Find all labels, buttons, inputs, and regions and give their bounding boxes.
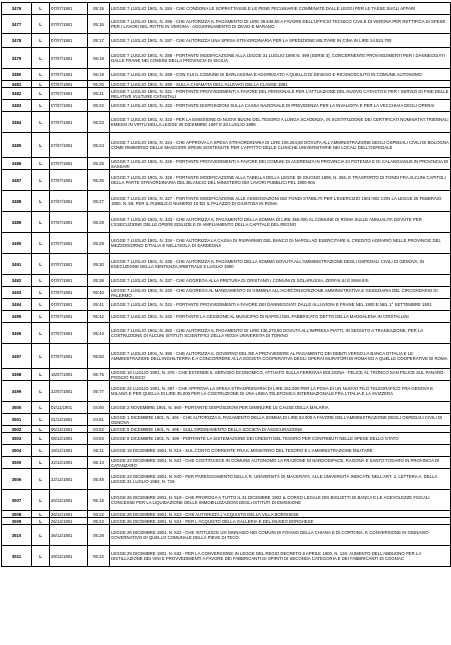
record-date: 19/12/1901	[50, 445, 88, 457]
table-row	[2, 323, 451, 344]
record-type: L	[32, 546, 50, 567]
record-description: LEGGE 26 DICEMBRE 1901, N. 522 - CHE ISTITUISCE UN GINNASIO NEI COMUNI DI FOIANO DELLA CHIANA E DI CORTONA, E CONVERSIONE IN GINNASIO GOVERNATIVO DI QUELLO COMUNALE DELLA PIEVE DI TECO	[110, 525, 451, 546]
record-description: LEGGE 29 DICEMBRE 1901, N. 532 - PER LA CONVERSIONE IN LEGGE DEL REGIO DECRETO 8 APRILE 1900, N. 126: AUMENTO DELL'ABBUONO PER LA DISTILLAZIONE DEI VINI E PROVVEDIMENTI A FAVORE DEI FABBRICANTI DI SPIRITI DI SECONDA CATEGORIA E DEI FABBRICANTI DI COGNAC	[110, 546, 451, 567]
record-type: L	[32, 170, 50, 191]
record-code: 05:50	[88, 344, 110, 369]
record-type: L	[32, 426, 50, 433]
record-number: 3499	[2, 381, 32, 402]
record-code: 05:17	[88, 34, 110, 48]
record-code: 05:43	[88, 323, 110, 344]
record-date: 07/07/1901	[50, 15, 88, 34]
record-description: LEGGE 19 DICEMBRE 1901, N. 514 - SUL CONTO CORRENTE FRA IL MINISTERO DEL TESORO E L'AMMINISTRAZIONE MILITARE	[110, 445, 451, 457]
record-number: 3492	[2, 275, 32, 287]
record-type: L	[32, 81, 50, 88]
table-row	[2, 34, 451, 48]
record-number: 3483	[2, 100, 32, 112]
record-number: 3507	[2, 490, 32, 511]
record-description: LEGGE 8 DICEMBRE 1901, N. 499 - PORTANTE LA SISTEMAZIONE DEI CREDITI DEL TESORO PER CONTRIBUTI NELLE SPESE DELLO STATO	[110, 433, 451, 445]
record-type: L	[32, 133, 50, 158]
record-number: 3484	[2, 112, 32, 133]
table-row	[2, 445, 451, 457]
record-description: LEGGE 7 LUGLIO 1901, N. 333 - CHE AUTORIZZA IL PAGAMENTO DELLA SOMMA DI LIRE 350.000 AL COMUNE DI ROMA SULLE ANNUALITA DOVUTE PER L'ESECUZIONE DELLE OPERE EDILIZIE E DI AMPLIAMENTO DELLA CAPITALE DEL REGNO	[110, 212, 451, 233]
record-number: 3511	[2, 546, 32, 567]
record-description: LEGGE 26 DICEMBRE 1901, N. 524 - PER L'ACQUISTO DELLA GALLERIA E DEL MUSEO BORGHESE	[110, 518, 451, 525]
record-date: 26/12/1901	[50, 518, 88, 525]
table-row	[2, 233, 451, 254]
record-number: 3494	[2, 299, 32, 311]
table-row	[2, 518, 451, 525]
record-code: 05:23	[88, 518, 110, 525]
record-type: L	[32, 158, 50, 170]
record-date: 22/07/1901	[50, 381, 88, 402]
table-row	[2, 100, 451, 112]
record-type: L	[32, 100, 50, 112]
record-date: 26/12/1901	[50, 525, 88, 546]
record-date: 07/07/1901	[50, 191, 88, 212]
record-type: L	[32, 323, 50, 344]
table-row	[2, 69, 451, 81]
record-code: 05:42	[88, 311, 110, 323]
record-code: 04:60	[88, 402, 110, 414]
record-number: 3508	[2, 511, 32, 518]
record-description: LEGGE 7 LUGLIO 1901, N. 324 - CHE APPROVA LA SPESA STRAORDINARIA DI LIRE 106.264,60 DOVUTA ALL'AMMINISTRAZIONE DEGLI OSPEDALI CIVILI DI BOLOGNA COME RIMBORSO DELLE MAGGIORI SPESE SOSTENUTE PER L'AFFITTO DELLE CLINICHE UNIVERSITARIE NEI LOCALI DELL'OSPEDALE	[110, 133, 451, 158]
record-number: 3476	[2, 3, 32, 15]
record-type: L	[32, 402, 50, 414]
table-row	[2, 48, 451, 69]
record-number: 3477	[2, 15, 32, 34]
record-number: 3509	[2, 518, 32, 525]
record-number: 3479	[2, 48, 32, 69]
record-description: LEGGE 7 LUGLIO 1901, N. 289 - CON CUI IL COMUNE DI BARLASSINA E AGGREGATO A QUELLO DI SEVESO E RICONOSCIUTO IN COMUNE AUTONOMO	[110, 69, 451, 81]
record-number: 3481	[2, 81, 32, 88]
table-row	[2, 15, 451, 34]
record-date: 07/07/1901	[50, 3, 88, 15]
table-row	[2, 133, 451, 158]
record-date: 22/12/1901	[50, 469, 88, 490]
record-number: 3497	[2, 344, 32, 369]
record-description: LEGGE 7 LUGLIO 1901, N. 390 - CHE AUTORIZZA IL GOVERNO DEL RE A PROVVEDERE AL PAGAMENTO DEI DEBITI VERSO LA BANCA D'ITALIA E LE AMMINISTRAZIONI DELL'INGHILTERRA E A CONCORRERE ALLA SOCIETA COOPERATIVA DEGLI OPERAI MURATORI DI ROMA ED A QUELLE COOPERATIVE DI ROMA	[110, 344, 451, 369]
record-code: 05:23	[88, 112, 110, 133]
legislation-register-table	[1, 2, 451, 567]
record-date: 01/12/1901	[50, 414, 88, 426]
record-date: 16/07/1901	[50, 369, 88, 381]
record-date: 07/07/1901	[50, 254, 88, 275]
table-row	[2, 81, 451, 88]
record-number: 3495	[2, 311, 32, 323]
record-date: 07/07/1901	[50, 112, 88, 133]
record-date: 22/12/1901	[50, 457, 88, 469]
record-description: LEGGE 22 DICEMBRE 1901, N. 540 - PER PAREGGIAMENTO DELLA R. UNIVERSITÀ DI MACERATA, ALLE UNIVERSITÀ INDICATE NELL'ART. 2, LETTERA A, DELLA LEGGE 31 LUGLIO 1862, N. 719	[110, 469, 451, 490]
record-code: 05:75	[88, 369, 110, 381]
record-number: 3506	[2, 469, 32, 490]
record-description: LEGGE 5 DICEMBRE 1901, N. 495 - SULL'ORDINAMENTO DELLA SOCIETA DI ASSICURAZIONE	[110, 426, 451, 433]
record-type: L	[32, 112, 50, 133]
record-date: 07/07/1901	[50, 69, 88, 81]
record-date: 07/07/1901	[50, 81, 88, 88]
record-code: 05:22	[88, 546, 110, 567]
record-description: LEGGE 7 LUGLIO 1901, N. 323 - PER LA EMISSIONE DI NUOVI BUONI DEL TESORO A LUNGA SCADENZA, IN SOSTITUZIONE DEI CERTIFICATI NOMINATIVI TRIENNALI EMESSI IN VIRTU DELLA LEGGE 30 DICEMBRE 1897 E 20 LUGLIO 1898	[110, 112, 451, 133]
record-number: 3505	[2, 457, 32, 469]
record-type: L	[32, 433, 50, 445]
record-code: 05:28	[88, 525, 110, 546]
table-row	[2, 170, 451, 191]
record-type: L	[32, 414, 50, 426]
record-code: 05:25	[88, 158, 110, 170]
record-description: LEGGE 7 LUGLIO 1901, N. 321 - PORTANTE PROVVEDIMENTI A FAVORE DEL PERSONALE PER L'ATTUAZIONE DEL NUOVO CATASTO E PER I SERVIZI DI FINE DELLE RELATIVE VULTURE CATASTALI	[111, 88, 449, 99]
record-number: 3487	[2, 170, 32, 191]
record-date: 07/07/1901	[50, 311, 88, 323]
record-type: L	[32, 212, 50, 233]
record-code: 05:15	[88, 3, 110, 15]
record-code: 04:61	[88, 414, 110, 426]
table-row	[2, 287, 451, 299]
record-date: 07/07/1901	[50, 299, 88, 311]
record-description: LEGGE 7 LUGLIO 1901, N. 284 - CHE CONDONA LE SOPRATTASSE E LE PENE PECUNIARIE COMMINATE DALLE LEGGI PER LE TASSE SUGLI AFFARI	[110, 3, 451, 15]
record-number: 3488	[2, 191, 32, 212]
record-type: L	[32, 275, 50, 287]
table-row	[2, 381, 451, 402]
record-date: 07/07/1901	[50, 287, 88, 299]
record-description: LEGGE 7 LUGLIO 1901, N. 290 - SULLA CHIAMATA DELL'ALLEVATI DELLA CLASSE 1881	[110, 81, 451, 88]
record-description: LEGGE 7 LUGLIO 1901, N. 286 - CHE AUTORIZZA IL PAGAMENTO DI LIRE 39.548,50 A FAVORE DELL'UFFICIO TECNICO CIVILE DI VERONA PER RETTIFICA DI SPESE PER I LAVORI NEL ROTTE IN VERONA - AGGIORNAMENTO DI ZEVIO E MARANO	[110, 15, 451, 34]
record-date: 07/07/1901	[50, 275, 88, 287]
record-type: L	[32, 299, 50, 311]
record-date: 26/12/1901	[50, 490, 88, 511]
record-number: 3502	[2, 426, 32, 433]
record-date: 07/07/1901	[50, 170, 88, 191]
record-code: 05:16	[88, 490, 110, 511]
record-description: LEGGE 26 DICEMBRE 1901, N. 518 - CHE PROROGA A TUTTO IL 31 DICEMBRE 1902 IL CORSO LEGALE DEI BIGLIETTI DI BANCA E LE AGEVOLEZZE FISCALI CONCESSE PER LA LIQUIDAZIONE DELLE IMMOBILIZZAZIONI DEGLI ISTITUTI DI EMISSIONE	[110, 490, 451, 511]
table-row	[2, 433, 451, 445]
record-date: 07/07/1901	[50, 100, 88, 112]
record-type: L	[32, 369, 50, 381]
record-code: 05:13	[88, 457, 110, 469]
table-row	[2, 457, 451, 469]
table-row	[2, 469, 451, 490]
record-code: 05:26	[88, 170, 110, 191]
record-type: L	[32, 88, 50, 100]
record-code: 05:22	[88, 100, 110, 112]
record-date: 07/07/1901	[50, 48, 88, 69]
record-date: 07/07/1901	[50, 212, 88, 233]
record-code: 05:41	[88, 299, 110, 311]
record-code: 05:18	[88, 48, 110, 69]
table-row	[2, 311, 451, 323]
record-number: 3489	[2, 212, 32, 233]
record-description: LEGGE 7 LUGLIO 1901, N. 334 - CHE AUTORIZZA LA CASSA DI RISPARMIO DEL BANCO DI NAPOLI AD ESERCITARE IL CREDITO AGRARIO NELLE PROVINCIE DEL MEZZOGIORNO D'ITALIA E NELL'ISOLA DI SARDEGNA	[110, 233, 451, 254]
record-type: L	[32, 3, 50, 15]
record-description: LEGGE 7 LUGLIO 1901, N. 337 - CHE AGGREGA ALLA PRETURA DI ORISTANO I COMUNI DI SOLARUSSA, ZERFALIU E SIMAXIS	[110, 275, 451, 287]
table-row	[2, 414, 451, 426]
record-description: LEGGE 7 LUGLIO 1901, N. 326 - PORTANTE MODIFICAZIONE ALLA TABELLA DELLA LEGGE 30 GIUGNO 1896, N. 256, E TRASPORTO DI FONDI FRA ALCUNI CAPITOLI DELLA PARTE STRAORDINARIA DEL BILANCIO DEL MINISTERO DEI LAVORI PUBBLICI PEL 1900-901	[110, 170, 451, 191]
table-row	[2, 426, 451, 433]
record-code: 05:21	[88, 88, 110, 100]
record-number: 3478	[2, 34, 32, 48]
record-code: 05:48	[88, 469, 110, 490]
record-number: 3491	[2, 254, 32, 275]
table-row	[2, 369, 451, 381]
table-row	[2, 299, 451, 311]
record-number: 3480	[2, 69, 32, 81]
record-code: 05:40	[88, 287, 110, 299]
record-description: LEGGE 22 DICEMBRE 1901, N. 521 - CHE COSTITUISCE IN COMUNE AUTONOMO LA FRAZIONE DI NARDODIPACE, RAGONÀ E SANTO TODARO IN PROVINCIA DI CATANZARO	[110, 457, 451, 469]
record-description: LEGGE 1 DICEMBRE 1901, N. 491 - CHE AUTORIZZA IL PAGAMENTO DELLA SOMMA DI LIRE 53.000 A FAVORE DELL'AMMINISTRAZIONE DEGLI OSPEDALI CIVILI DI GENOVA	[110, 414, 451, 426]
record-type: L	[32, 518, 50, 525]
record-description: LEGGE 2 NOVEMBRE 1901, N. 460 - PORTANTE DISPOSIZIONI PER DIMINUIRE LE CAUSE DELLA MALARIA	[110, 402, 451, 414]
record-date: 07/07/1901	[50, 88, 88, 100]
record-type: L	[32, 381, 50, 402]
record-date: 07/07/1901	[50, 344, 88, 369]
register-table-body	[2, 3, 451, 567]
table-row	[2, 344, 451, 369]
record-code: 04:62	[88, 426, 110, 433]
record-date: 05/12/1901	[50, 426, 88, 433]
record-date: 07/07/1901	[50, 158, 88, 170]
record-type: L	[32, 344, 50, 369]
table-row	[2, 112, 451, 133]
table-row	[2, 525, 451, 546]
table-row	[2, 212, 451, 233]
record-description: LEGGE 26 DICEMBRE 1901, N. 523 - CHE AUTORIZZA L'ACQUISTO DELLA VILLA BORGHESE	[110, 511, 451, 518]
record-code: 05:38	[88, 275, 110, 287]
record-number: 3493	[2, 287, 32, 299]
record-description: LEGGE 16 LUGLIO 1901, N. 376 - CHE ESTENDE IL SERVIZIO ECONOMICO, ATTUATO SULLA FERROVIA BOLOGNA - FELICE AL TRONCO SAN FELICE SUL PANARO-POGGIO RUSCO	[110, 369, 451, 381]
record-type: L	[32, 311, 50, 323]
record-number: 3498	[2, 369, 32, 381]
record-date: 08/12/1901	[50, 433, 88, 445]
record-date: 07/07/1901	[50, 133, 88, 158]
record-code: 05:28	[88, 212, 110, 233]
record-number: 3501	[2, 414, 32, 426]
table-row	[2, 275, 451, 287]
record-type: L	[32, 490, 50, 511]
record-code: 05:22	[88, 511, 110, 518]
record-description: LEGGE 7 LUGLIO 1901, N. 342 - PORTANTE LA CESSIONE AL MUNICIPIO DI NAPOLI DEL FABBRICATO DETTO DELLA MADDALENA IN CRISTALLINI	[110, 311, 451, 323]
table-row	[2, 158, 451, 170]
record-number: 3482	[2, 88, 32, 100]
record-number: 3485	[2, 133, 32, 158]
record-date: 07/07/1901	[50, 323, 88, 344]
table-row	[2, 546, 451, 567]
record-number: 3486	[2, 158, 32, 170]
record-number: 3510	[2, 525, 32, 546]
record-description: LEGGE 7 LUGLIO 1901, N. 335 - CHE AUTORIZZA IL PAGAMENTO DELLA SOMMA DOVUTA ALL'AMMINISTRAZIONE DEGLI OSPEDALI CIVILI DI GENOVA, IN ESECUZIONE DELLA SENTENZA ARBITRALE 9 LUGLIO 1900	[110, 254, 451, 275]
table-row	[2, 254, 451, 275]
record-number: 3504	[2, 445, 32, 457]
record-code: 05:24	[88, 133, 110, 158]
record-description: LEGGE 7 LUGLIO 1901, N. 340 - CHE AGGREGA AL MANDAMENTO DI GIMMINA ALL'ACIRCONSCRIZIONE AMMINISTRATIVA E GIUDIZIARIA DEL CIRCONDARIO DI PALERMO	[110, 287, 451, 299]
record-number: 3496	[2, 323, 32, 344]
record-code: 05:19	[88, 69, 110, 81]
record-description: LEGGE 7 LUGLIO 1901, N. 287 - CHE AUTORIZZA UNA SPESA STRAORDINARIA PER LA SPEDIZIONE MILITARE IN CINA IN LIRE 14.524.700	[110, 34, 451, 48]
record-date: 07/07/1901	[50, 34, 88, 48]
table-row	[2, 511, 451, 518]
record-type: L	[32, 469, 50, 490]
record-code: 05:20	[88, 81, 110, 88]
record-type: L	[32, 15, 50, 34]
record-code: 05:30	[88, 254, 110, 275]
table-row	[2, 490, 451, 511]
record-type: L	[32, 287, 50, 299]
record-description: LEGGE 7 LUGLIO 1901, N. 288 - PORTANTE MODIFICAZIONE ALLA LEGGE 31 LUGLIO 1895 N. 499 (SERIE 3), CONCERNENTE PROVVEDIMENTI PER I DANNEGGIATI DALLE FRANE NEI COMUNI DELLA PROVINCIA DI SICILIA	[110, 48, 451, 69]
record-description: LEGGE 7 LUGLIO 1901, N. 382 - CHE AUTORIZZA IL PAGAMENTO DI LIRE 136.276,90 DOVUTA ALL'IMPRESA PIATTI, IN SEGUITO A TRANSAZIONE, PER LA COSTRUZIONE DI ALCUNI ISTITUTI SCIENTIFICI DELLA REGIA UNIVERSITA DI TORINO	[110, 323, 451, 344]
record-type: L	[32, 457, 50, 469]
record-number: 3503	[2, 433, 32, 445]
record-type: L	[32, 69, 50, 81]
record-type: L	[32, 525, 50, 546]
table-row	[2, 3, 451, 15]
record-type: L	[32, 233, 50, 254]
record-date: 26/12/1901	[50, 511, 88, 518]
record-description: LEGGE 7 LUGLIO 1901, N. 322 - PORTANTE DISPOSIZIONI SULLA CASSA NAZIONALE DI PREVIDENZA PER LA INVALIDITA E PER LA VECCHIAIA DEGLI OPERAI	[110, 100, 451, 112]
record-code: 05:29	[88, 233, 110, 254]
table-row	[2, 191, 451, 212]
record-description: LEGGE 22 LUGLIO 1901, N. 387 - CHE APPROVA LA SPESA STRAORDINARIA DI LIRE 151.000 PER LA POSA DI UN NUOVO FILO TELEGRAFICO FRA GENOVA E MILANO E PER QUELLA DI LIRE 35.000 PER LA COSTRUZIONE DI UNA LINEA TELEFONICA INTERNAZIONALE FRA L'ITALIA E LA SVIZZERA	[110, 381, 451, 402]
record-code: 05:11	[88, 445, 110, 457]
record-type: L	[32, 445, 50, 457]
record-code: 05:77	[88, 381, 110, 402]
table-row	[2, 88, 451, 100]
record-number: 3490	[2, 233, 32, 254]
record-type: L	[32, 511, 50, 518]
record-description: LEGGE 7 LUGLIO 1901, N. 327 - PORTANTE MODIFICAZIONE ALLE ASSEGNAZIONI DEI FONDI STABILITI PER L'ESERCIZIO 1901-902 CON LA LEGGE 25 FEBBRAIO 1900, N. 56, PER IL PUBBLICO NUMERO 10 ED IL PALAZZO DI GIUSTIZIA IN ROMA	[110, 191, 451, 212]
record-type: L	[32, 48, 50, 69]
record-description: LEGGE 7 LUGLIO 1901, N. 325 - PORTANTE PROVVEDIMENTI A FAVORE DEI COMUNI DI ACERENZA IN PROVINCIA DI POTENZA E DI CALANGIANUS IN PROVINCIA DI SASSARI	[110, 158, 451, 170]
record-code: 04:63	[88, 433, 110, 445]
record-code: 05:27	[88, 191, 110, 212]
record-date: 02/11/1901	[50, 402, 88, 414]
record-type: L	[32, 191, 50, 212]
table-row	[2, 402, 451, 414]
record-number: 3500	[2, 402, 32, 414]
record-type: L	[32, 34, 50, 48]
record-description: LEGGE 7 LUGLIO 1901, N. 341 - PORTANTE PROVVEDIMENTI A FAVORE DEI DANNEGGIATI DALLE ALLUVIONI E FRANE NEL 1900 E NEL 1° SETTEMBRE 1901	[110, 299, 451, 311]
record-date: 07/07/1901	[50, 233, 88, 254]
record-code: 05:16	[88, 15, 110, 34]
register-page	[1, 2, 450, 567]
record-type: L	[32, 254, 50, 275]
record-date: 29/12/1901	[50, 546, 88, 567]
